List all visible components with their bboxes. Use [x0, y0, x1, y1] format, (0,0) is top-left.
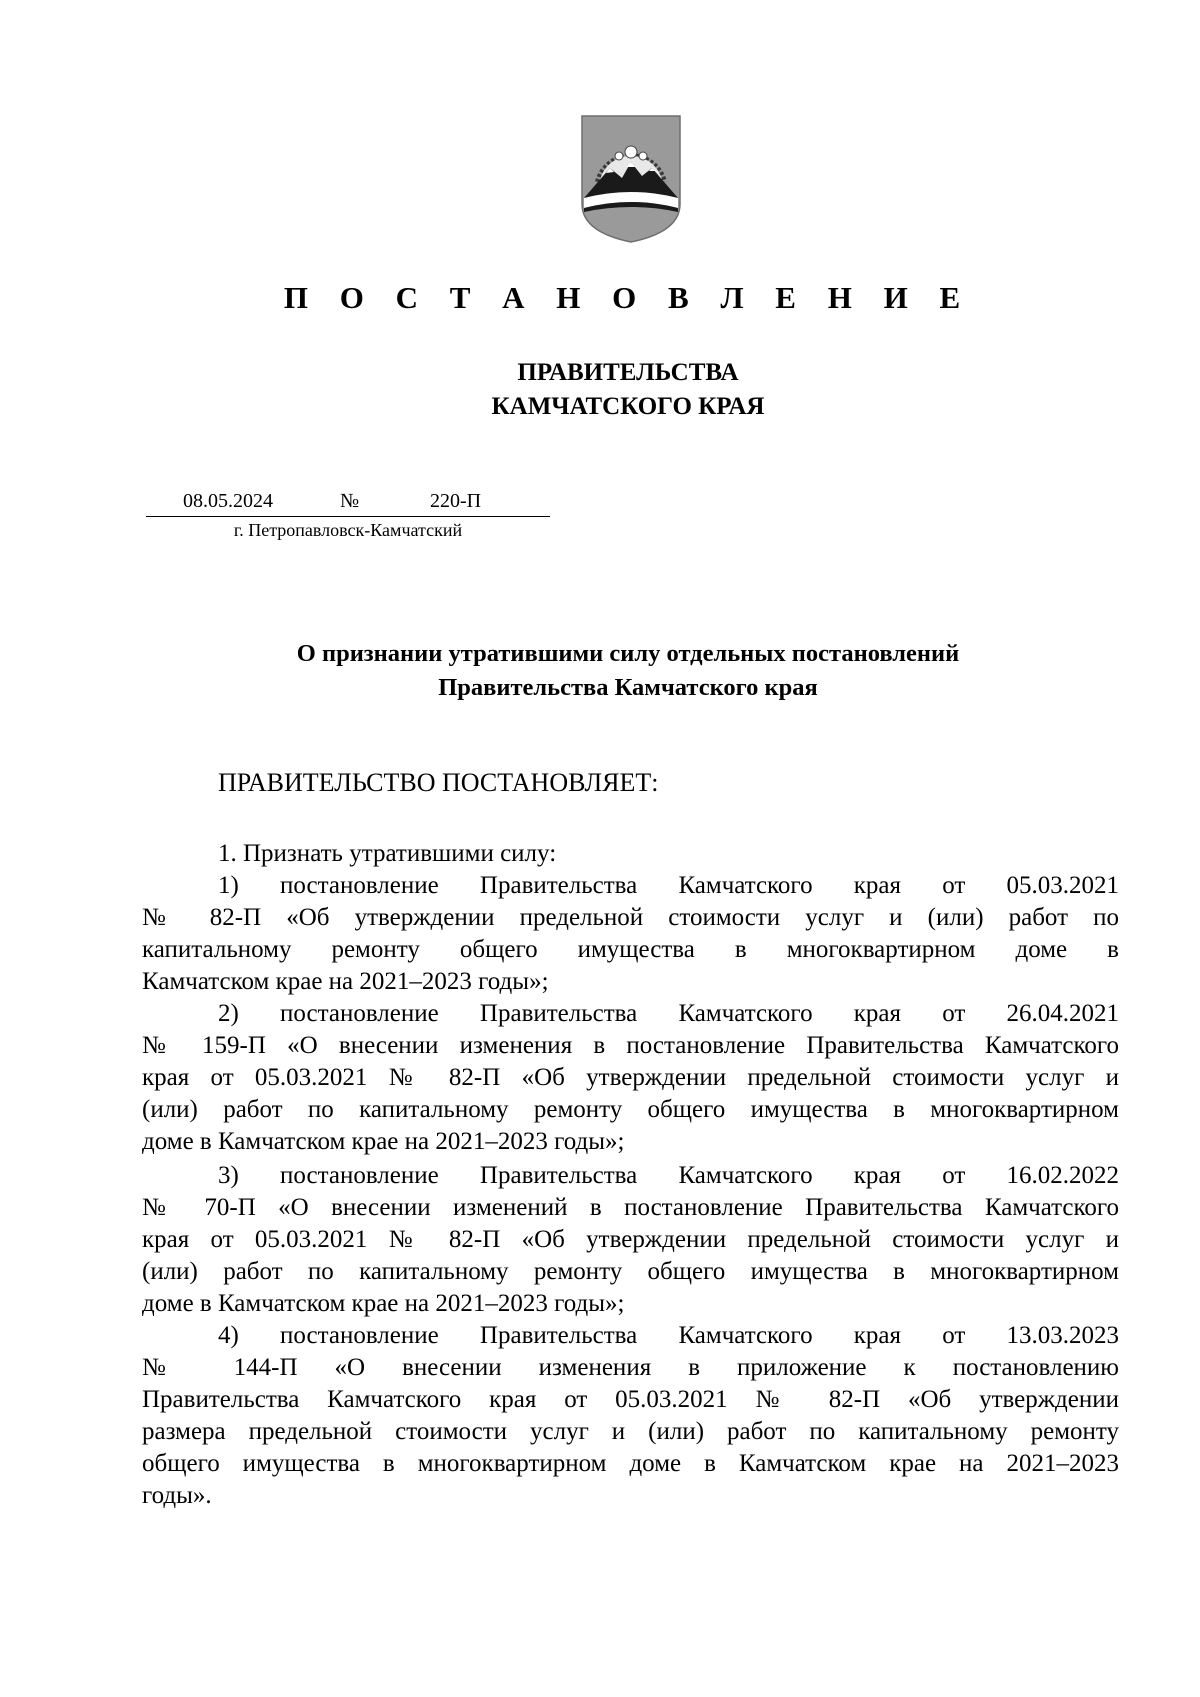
resolution-clause: ПРАВИТЕЛЬСТВО ПОСТАНОВЛЯЕТ: [218, 768, 659, 797]
body-line: 1) постановление Правительства Камчатского края от 05.03.2021 [218, 872, 1119, 899]
body-line: доме в Камчатском крае на 2021–2023 годы»; [142, 1290, 625, 1317]
body-line: годы». [142, 1482, 212, 1509]
body-line: 2) постановление Правительства Камчатского края от 26.04.2021 [218, 1000, 1119, 1027]
body-line: № 144-П «О внесении изменения в приложение к постановлению [142, 1354, 1119, 1381]
document-title-line-1: О признании утратившими силу отдельных постановлений [296, 640, 960, 667]
kamchatka-coat-of-arms-icon [578, 112, 684, 244]
body-line: 3) постановление Правительства Камчатского края от 16.02.2022 [218, 1162, 1119, 1189]
body-line: № 82-П «Об утверждении предельной стоимости услуг и (или) работ по [142, 904, 1119, 931]
body-line: размера предельной стоимости услуг и (или) работ по капитальному ремонту [142, 1418, 1119, 1445]
document-number: 220-П [430, 490, 482, 512]
body-line: Камчатском крае на 2021–2023 годы»; [142, 968, 549, 995]
body-line: доме в Камчатском крае на 2021–2023 годы»; [142, 1128, 625, 1155]
issuer-line-2: КАМЧАТСКОГО КРАЯ [491, 393, 765, 420]
body-line: (или) работ по капитальному ремонту общего имущества в многоквартирном [142, 1096, 1119, 1123]
registration-underline [146, 516, 550, 517]
body-line: Правительства Камчатского края от 05.03.2021 № 82-П «Об утверждении [142, 1386, 1119, 1413]
body-line: 1. Признать утратившими силу: [218, 840, 557, 867]
document-date: 08.05.2024 [183, 490, 273, 512]
body-line: 4) постановление Правительства Камчатского края от 13.03.2023 [218, 1322, 1119, 1349]
document-city: г. Петропавловск-Камчатский [233, 520, 463, 540]
body-line: края от 05.03.2021 № 82-П «Об утверждении предельной стоимости услуг и [142, 1226, 1119, 1253]
body-line: № 159-П «О внесении изменения в постановление Правительства Камчатского [142, 1032, 1119, 1059]
body-line: общего имущества в многоквартирном доме в Камчатском крае на 2021–2023 [142, 1450, 1119, 1477]
document-number-sign: № [340, 490, 360, 512]
document-title-line-2: Правительства Камчатского края [438, 674, 818, 701]
body-line: капитальному ремонту общего имущества в многоквартирном доме в [142, 936, 1119, 963]
body-line: № 70-П «О внесении изменений в постановление Правительства Камчатского [142, 1194, 1119, 1221]
body-line: края от 05.03.2021 № 82-П «Об утверждении предельной стоимости услуг и [142, 1064, 1119, 1091]
issuer-line-1: ПРАВИТЕЛЬСТВА [517, 359, 739, 386]
body-line: (или) работ по капитальному ремонту общего имущества в многоквартирном [142, 1258, 1119, 1285]
document-type-heading: П О С Т А Н О В Л Е Н И Е [283, 280, 973, 315]
